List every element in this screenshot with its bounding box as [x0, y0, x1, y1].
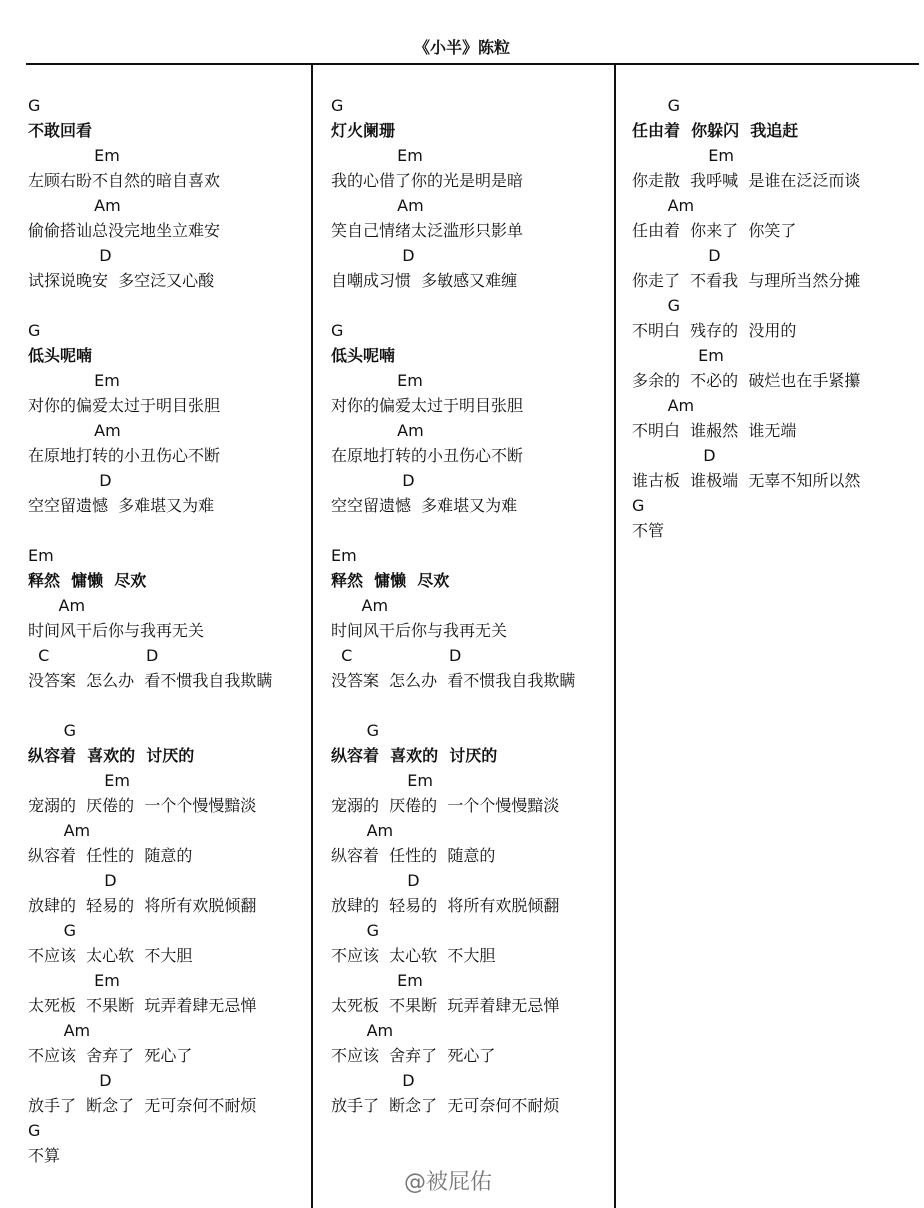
- blank-line: [28, 293, 272, 318]
- chord-line: D: [28, 871, 117, 890]
- chord-line: Am: [28, 596, 86, 615]
- lyric-line: 在原地打转的小丑伤心不断: [331, 446, 524, 465]
- chord-line: G: [331, 321, 344, 340]
- column-divider-2: [614, 64, 616, 1208]
- chord-line: D: [331, 871, 420, 890]
- chord-line: Am: [331, 196, 424, 215]
- lyric-line: 谁古板 谁极端 无辜不知所以然: [632, 471, 861, 490]
- lyric-line: 空空留遗憾 多难堪又为难: [28, 496, 215, 515]
- lyric-line: 不管: [632, 521, 665, 540]
- blank-line: [331, 518, 575, 543]
- lyrics-column-2: [331, 93, 575, 1118]
- lyric-line: 你走了 不看我 与理所当然分摊: [632, 271, 861, 290]
- lyric-line: 不应该 舍弃了 死心了: [331, 1046, 496, 1065]
- lyric-line: 不算: [28, 1146, 61, 1165]
- lyric-line: 纵容着 任性的 随意的: [28, 846, 193, 865]
- lyric-line: 时间风干后你与我再无关: [331, 621, 508, 640]
- lyric-line: 低头呢喃: [331, 346, 396, 365]
- lyric-line: 放手了 断念了 无可奈何不耐烦: [331, 1096, 560, 1115]
- chord-line: Em: [331, 971, 423, 990]
- lyric-line: 灯火阑珊: [331, 121, 396, 140]
- lyric-line: 任由着 你躲闪 我追赶: [632, 121, 799, 140]
- chord-line: Am: [331, 596, 389, 615]
- chord-line: Em: [331, 146, 423, 165]
- chord-line: G: [28, 721, 76, 740]
- lyric-line: 空空留遗憾 多难堪又为难: [331, 496, 518, 515]
- lyric-line: 对你的偏爱太过于明目张胆: [28, 396, 221, 415]
- lyric-line: 没答案 怎么办 看不惯我自我欺瞒: [28, 671, 273, 690]
- blank-line: [28, 518, 272, 543]
- column-divider-1: [311, 64, 313, 1208]
- chord-line: Am: [28, 196, 121, 215]
- chord-line: D: [28, 246, 112, 265]
- chord-line: C D: [331, 646, 462, 665]
- chord-line: G: [632, 296, 680, 315]
- chord-line: Am: [28, 421, 121, 440]
- lyric-line: 太死板 不果断 玩弄着肆无忌惮: [28, 996, 257, 1015]
- chord-line: Am: [632, 196, 695, 215]
- chord-line: Em: [331, 546, 357, 565]
- lyric-line: 笑自己情绪太泛滥形只影单: [331, 221, 524, 240]
- lyric-line: 放手了 断念了 无可奈何不耐烦: [28, 1096, 257, 1115]
- chord-line: G: [28, 1121, 41, 1140]
- lyric-line: 时间风干后你与我再无关: [28, 621, 205, 640]
- chord-line: Am: [28, 1021, 91, 1040]
- page-title: 《小半》陈粒: [413, 38, 510, 57]
- chord-line: D: [632, 246, 721, 265]
- chord-line: Am: [331, 821, 394, 840]
- lyric-line: 左顾右盼不自然的暗自喜欢: [28, 171, 221, 190]
- lyric-line: 太死板 不果断 玩弄着肆无忌惮: [331, 996, 560, 1015]
- lyric-line: 自嘲成习惯 多敏感又难缠: [331, 271, 518, 290]
- chord-line: Em: [28, 771, 130, 790]
- lyric-line: 纵容着 任性的 随意的: [331, 846, 496, 865]
- lyric-line: 宠溺的 厌倦的 一个个慢慢黯淡: [331, 796, 560, 815]
- chord-line: D: [331, 246, 415, 265]
- lyrics-column-1: [28, 93, 272, 1168]
- lyric-line: 没答案 怎么办 看不惯我自我欺瞒: [331, 671, 576, 690]
- chord-line: D: [28, 471, 112, 490]
- chord-line: G: [331, 96, 344, 115]
- chord-line: Em: [331, 771, 433, 790]
- chord-line: G: [331, 921, 379, 940]
- chord-line: Em: [28, 971, 120, 990]
- lyric-line: 多余的 不必的 破烂也在手紧攥: [632, 371, 861, 390]
- lyrics-column-3: [632, 93, 860, 543]
- lyric-line: 纵容着 喜欢的 讨厌的: [28, 746, 195, 765]
- lyric-line: 偷偷搭讪总没完地坐立难安: [28, 221, 221, 240]
- chord-line: C D: [28, 646, 159, 665]
- chord-line: G: [632, 496, 645, 515]
- chord-line: Em: [632, 146, 734, 165]
- chord-line: Em: [28, 371, 120, 390]
- lyric-line: 不明白 谁赧然 谁无端: [632, 421, 797, 440]
- chord-line: Em: [28, 146, 120, 165]
- lyric-line: 任由着 你来了 你笑了: [632, 221, 797, 240]
- watermark: @被屁佑: [404, 1170, 493, 1195]
- lyric-line: 释然 慵懒 尽欢: [28, 571, 147, 590]
- lyric-line: 不敢回看: [28, 121, 93, 140]
- lyric-line: 在原地打转的小丑伤心不断: [28, 446, 221, 465]
- chord-line: D: [28, 1071, 112, 1090]
- lyric-line: 试探说晚安 多空泛又心酸: [28, 271, 215, 290]
- chord-line: Em: [28, 546, 54, 565]
- lyric-line: 纵容着 喜欢的 讨厌的: [331, 746, 498, 765]
- lyric-line: 宠溺的 厌倦的 一个个慢慢黯淡: [28, 796, 257, 815]
- lyric-line: 我的心借了你的光是明是暗: [331, 171, 524, 190]
- lyric-line: 你走散 我呼喊 是谁在泛泛而谈: [632, 171, 861, 190]
- lyric-line: 对你的偏爱太过于明目张胆: [331, 396, 524, 415]
- chord-line: Am: [331, 1021, 394, 1040]
- chord-line: G: [632, 96, 680, 115]
- chord-line: Am: [331, 421, 424, 440]
- header-divider: [26, 63, 919, 65]
- chord-line: D: [331, 471, 415, 490]
- chord-line: G: [28, 921, 76, 940]
- chord-line: D: [632, 446, 716, 465]
- lyric-line: 不明白 残存的 没用的: [632, 321, 797, 340]
- lyric-line: 放肆的 轻易的 将所有欢脱倾翻: [331, 896, 560, 915]
- lyric-line: 不应该 太心软 不大胆: [28, 946, 193, 965]
- chord-line: G: [331, 721, 379, 740]
- chord-line: Am: [632, 396, 695, 415]
- chord-line: G: [28, 321, 41, 340]
- chord-line: D: [331, 1071, 415, 1090]
- blank-line: [28, 693, 272, 718]
- lyric-line: 不应该 太心软 不大胆: [331, 946, 496, 965]
- blank-line: [331, 693, 575, 718]
- lyric-line: 低头呢喃: [28, 346, 93, 365]
- chord-line: Am: [28, 821, 91, 840]
- chord-line: Em: [331, 371, 423, 390]
- chord-line: Em: [632, 346, 724, 365]
- lyric-line: 不应该 舍弃了 死心了: [28, 1046, 193, 1065]
- lyric-line: 放肆的 轻易的 将所有欢脱倾翻: [28, 896, 257, 915]
- lyric-line: 释然 慵懒 尽欢: [331, 571, 450, 590]
- blank-line: [331, 293, 575, 318]
- chord-line: G: [28, 96, 41, 115]
